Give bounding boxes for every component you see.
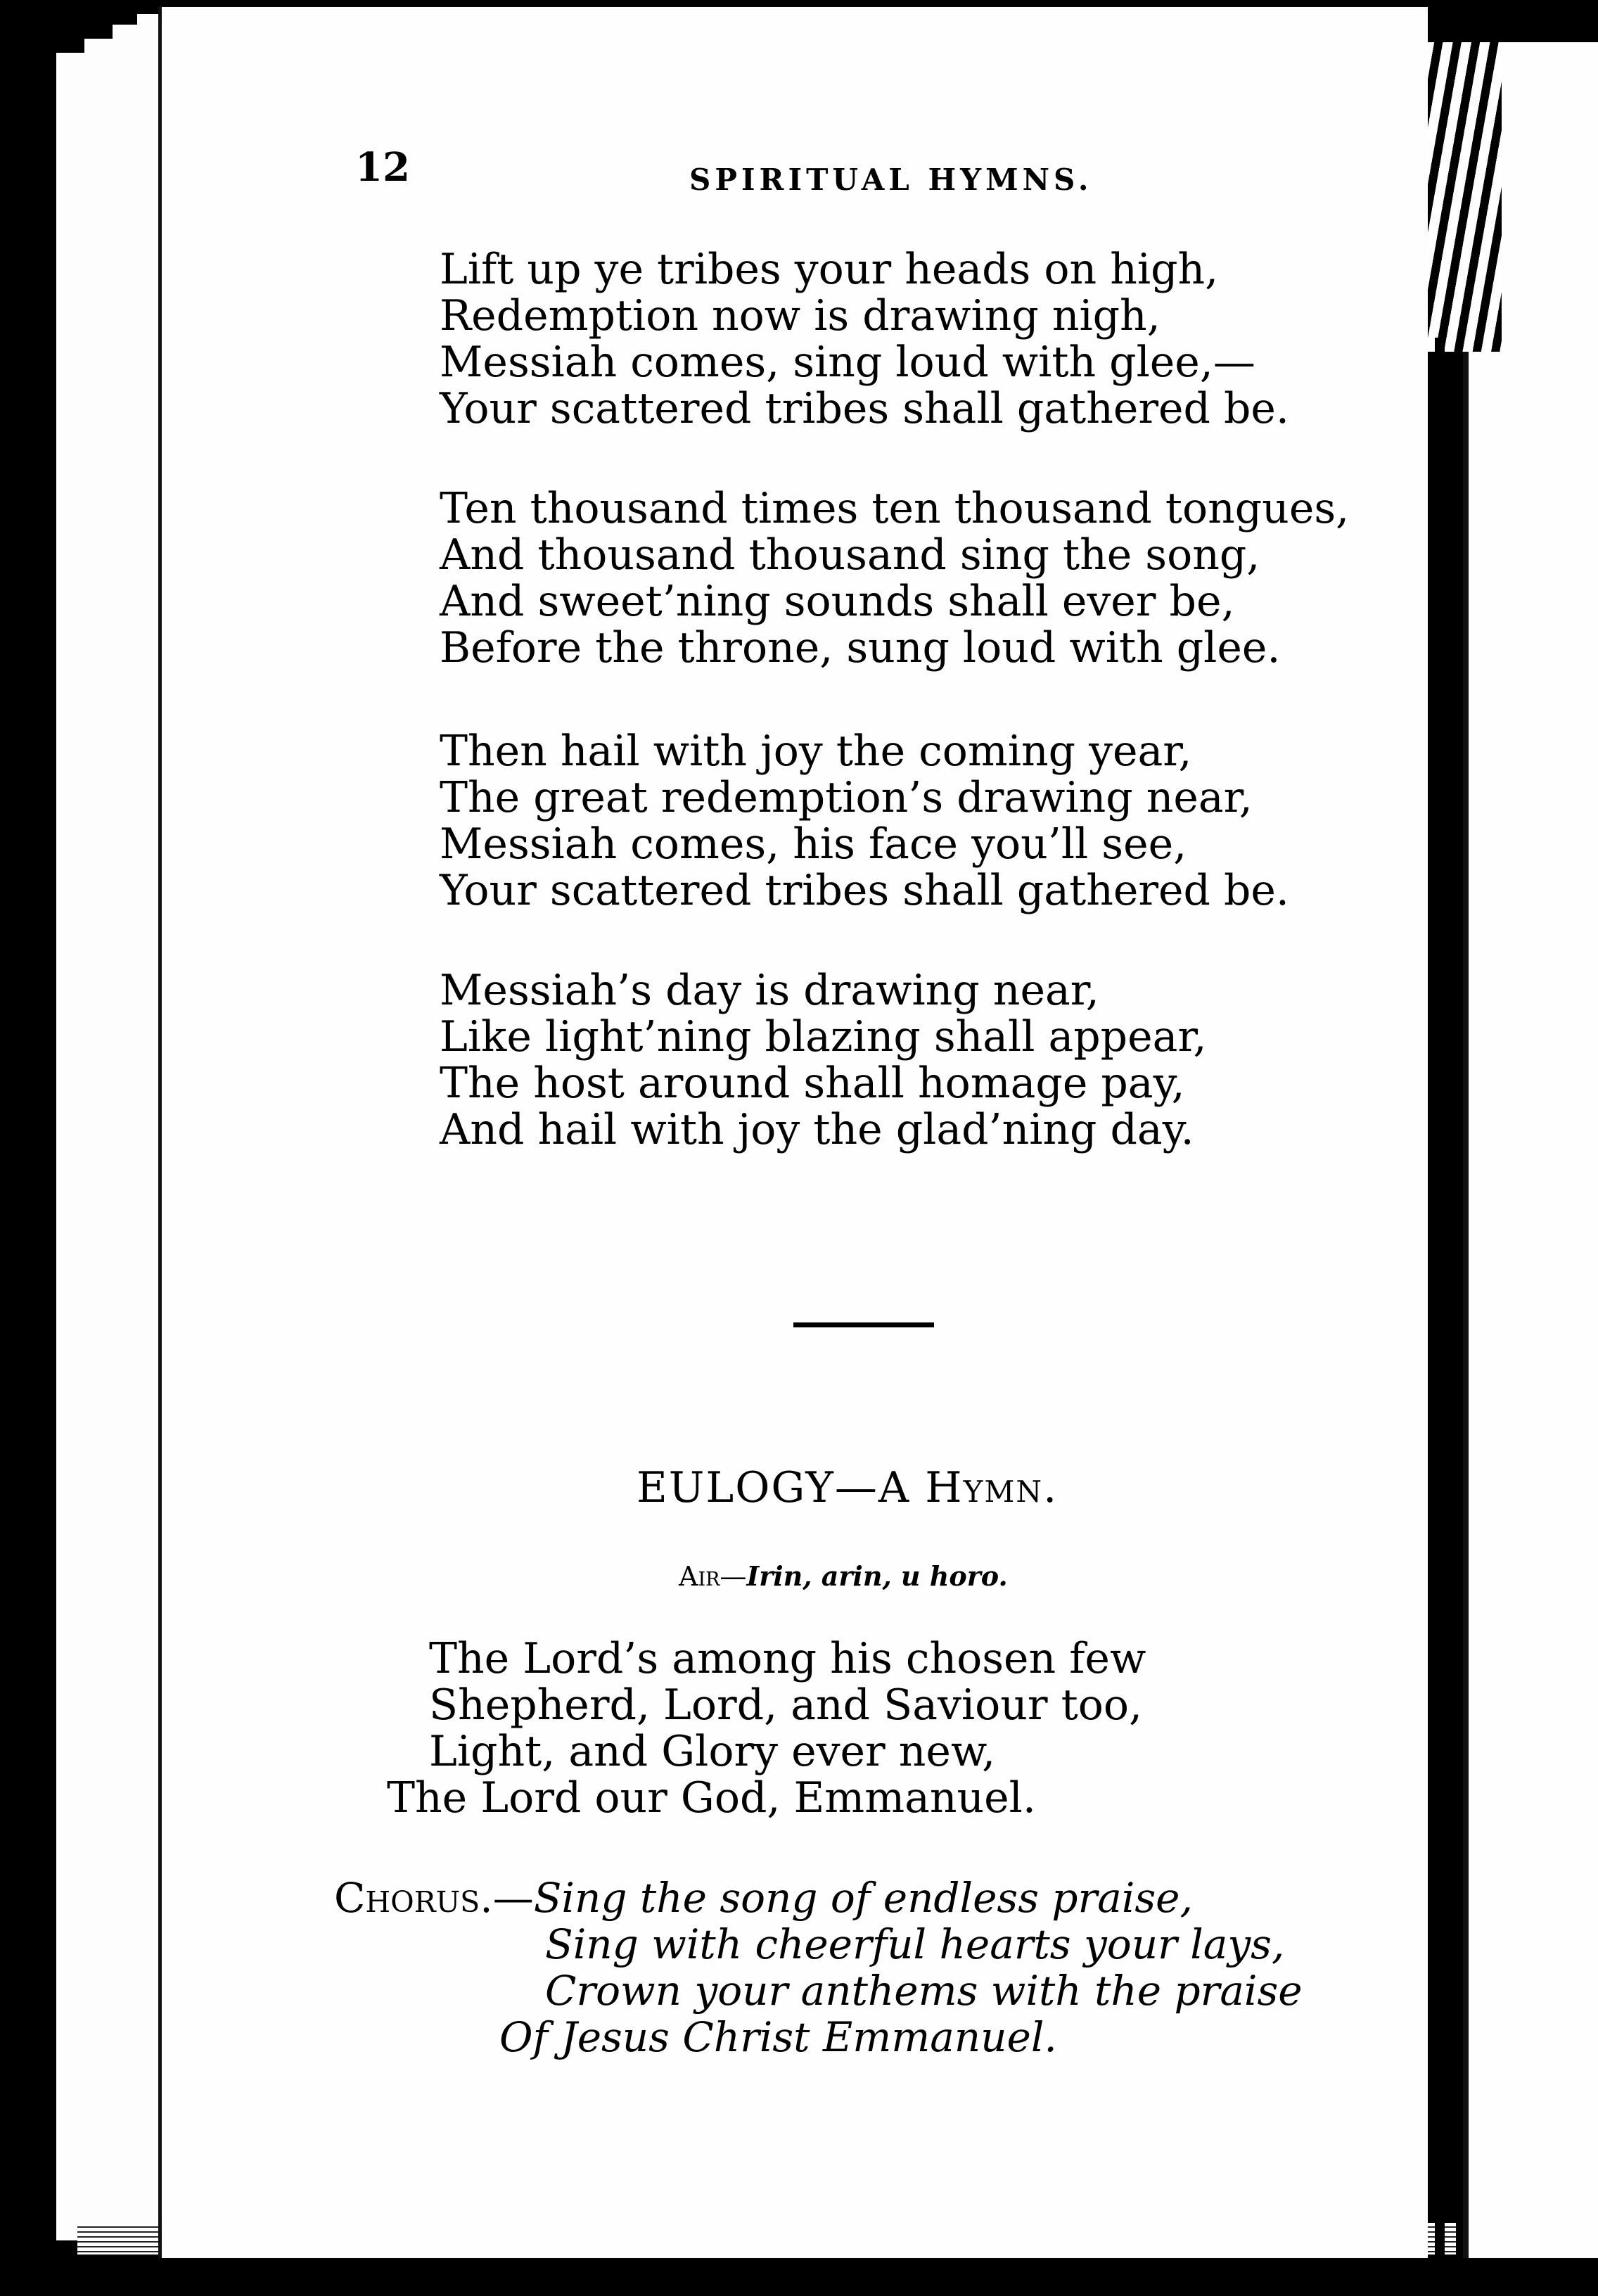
verse-line: Messiah comes, sing loud with glee,— bbox=[440, 338, 1255, 387]
running-head: SPIRITUAL HYMNS. bbox=[689, 162, 1093, 197]
book-gutter bbox=[1435, 338, 1445, 2265]
verse-line: And thousand thousand sing the song, bbox=[440, 530, 1260, 580]
chorus bbox=[334, 1875, 1303, 2060]
section-divider bbox=[793, 1322, 934, 1327]
tune-indication bbox=[679, 1560, 1008, 1592]
verse-line: And hail with joy the glad’ning day. bbox=[440, 1105, 1194, 1154]
verse-line: Your scattered tribes shall gathered be. bbox=[440, 384, 1289, 433]
chorus-line: Sing with cheerful hearts your lays, bbox=[545, 1920, 1285, 1968]
hymn-title-sub: Hymn. bbox=[925, 1463, 1059, 1512]
verse-line: Like light’ning blazing shall appear, bbox=[440, 1012, 1207, 1061]
verse-line: The Lord our God, Emmanuel. bbox=[387, 1773, 1036, 1823]
chorus-line: Of Jesus Christ Emmanuel. bbox=[499, 2013, 1057, 2061]
hymn-stanza-2 bbox=[440, 485, 1349, 671]
bookmark-ribbon bbox=[1424, 42, 1502, 352]
verse-line: Messiah comes, his face you’ll see, bbox=[440, 819, 1187, 869]
verse-line: The host around shall homage pay, bbox=[440, 1059, 1185, 1108]
verse-line: Lift up ye tribes your heads on high, bbox=[440, 245, 1219, 294]
hymn-stanza-3 bbox=[440, 728, 1289, 914]
eulogy-stanza bbox=[387, 1634, 1146, 1823]
hymn-title bbox=[637, 1463, 1059, 1512]
verse-line: Redemption now is drawing nigh, bbox=[440, 291, 1161, 340]
chorus-line: Sing the song of endless praise, bbox=[533, 1874, 1193, 1922]
verse-line: Then hail with joy the coming year, bbox=[440, 727, 1192, 776]
verse-line: Ten thousand times ten thousand tongues, bbox=[440, 484, 1350, 533]
verse-line: Light, and Glory ever new, bbox=[429, 1727, 996, 1776]
verse-line: Shepherd, Lord, and Saviour too, bbox=[429, 1680, 1143, 1730]
hymn-title-main: EULOGY—A bbox=[637, 1463, 911, 1512]
verse-line: And sweet’ning sounds shall ever be, bbox=[440, 577, 1235, 626]
chorus-line: Crown your anthems with the praise bbox=[545, 1967, 1303, 2015]
page-number: 12 bbox=[355, 144, 410, 191]
verse-line: Before the throne, sung loud with glee. bbox=[440, 623, 1281, 672]
hymn-stanza-4 bbox=[440, 967, 1207, 1153]
chorus-label: Chorus.— bbox=[334, 1874, 534, 1922]
hymn-stanza-1 bbox=[440, 246, 1289, 432]
verse-line: Messiah’s day is drawing near, bbox=[440, 966, 1099, 1015]
verse-line: Your scattered tribes shall gathered be. bbox=[440, 866, 1289, 915]
air-tune: Irin, arin, u horo. bbox=[746, 1560, 1008, 1592]
verse-line: The Lord’s among his chosen few bbox=[429, 1634, 1146, 1683]
verse-line: The great redemption’s drawing near, bbox=[440, 773, 1253, 822]
air-label: Air— bbox=[679, 1561, 747, 1592]
facing-page bbox=[1463, 42, 1598, 2258]
